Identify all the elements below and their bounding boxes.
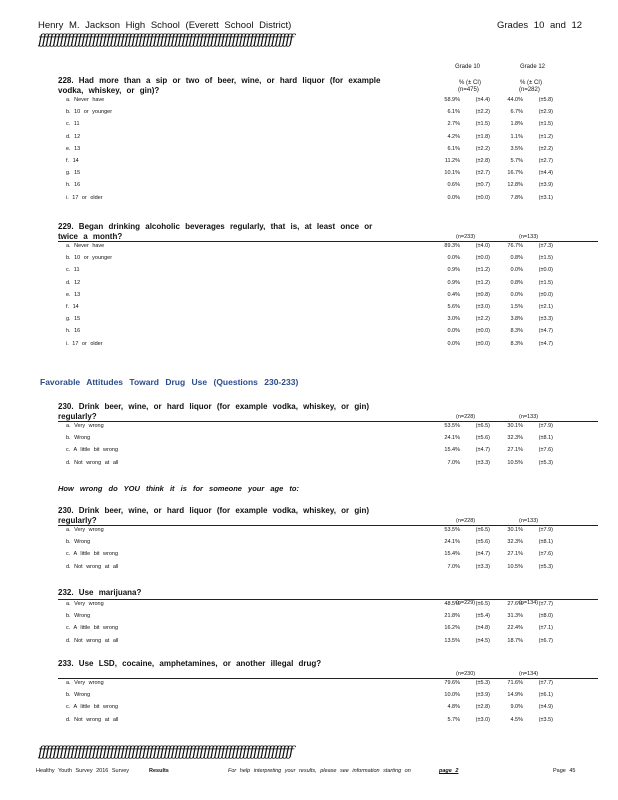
response-row [58,195,598,206]
grade-10-percent: 5.7% [447,716,460,723]
response-row [58,692,598,703]
grade-12-percent: 1.5% [510,304,523,310]
footer-help-text: For help interpreting your results, please see information starting on [228,768,411,774]
grade-12-n: (n=133) [519,518,539,524]
grade-12-ci: (±2.7) [538,158,553,164]
response-row [58,328,598,339]
grade-10-n: (n=475) [458,87,479,93]
grade-12-ci: (±0.0) [538,291,553,298]
response-row [58,243,598,254]
grade-10-ci: (±2.7) [475,170,490,177]
grade-10-percent: 2.7% [447,121,460,128]
response-label: d. Not wrong at all [66,459,119,466]
grade-10-percent: 6.1% [447,109,460,116]
grade-10-percent: 10.1% [444,170,460,177]
grade-12-percent: 8.3% [510,340,523,347]
response-row [58,460,598,471]
grade-12-percent: 0.0% [510,291,523,298]
response-row [58,680,598,691]
grade-12-percent: 30.1% [507,423,523,429]
response-label: c. A little bit wrong [66,625,119,632]
footer-results: Results [149,768,169,774]
grade-10-ci: (±1.2) [475,279,490,286]
grade-12-stat-label: % (± CI) [520,80,542,86]
response-row [58,423,598,434]
grade-10-ci: (±2.2) [475,109,490,116]
response-label: b. Wrong [66,435,91,442]
grade-10-percent: 3.0% [447,316,460,323]
grade-10-ci: (±6.5) [475,423,490,429]
grade-10-percent: 0.0% [447,340,460,347]
question-title: 232. Use marijuana? [58,588,142,597]
grade-10-ci: (±2.8) [475,158,490,164]
grade-12-n: (n=282) [519,87,540,93]
grade-12-ci: (±5.3) [538,459,553,466]
grade-10-ci: (±0.0) [475,255,490,262]
grade-10-ci: (±0.0) [475,340,490,347]
response-label: b. 10 or younger [66,255,113,262]
grade-10-percent: 24.1% [444,539,460,546]
response-label: d. Not wrong at all [66,637,119,644]
grade-12-percent: 14.9% [507,692,523,699]
response-label: g. 15 [66,170,81,177]
grade-10-ci: (±3.3) [475,563,490,570]
grade-10-n: (n=229) [456,600,476,606]
response-label: b. Wrong [66,692,91,699]
grade-12-ci: (±4.7) [538,328,553,335]
grade-10-percent: 21.8% [444,613,460,620]
response-row [58,255,598,266]
school-header: Henry M. Jackson High School (Everett School District) [38,20,292,31]
grade-12-ci: (±1.5) [538,255,553,262]
grade-10-percent: 15.4% [444,551,460,558]
grade-12-percent: 1.8% [510,121,523,128]
grade-12-percent: 18.7% [507,637,523,644]
grade-10-percent: 5.6% [447,304,460,310]
grade-10-ci: (±0.0) [475,194,490,201]
response-label: i. 17 or older [66,194,103,201]
grade-12-ci: (±3.5) [538,716,553,723]
grade-10-percent: 7.0% [447,563,460,570]
grade-12-ci: (±7.9) [538,423,553,429]
response-label: d. Not wrong at all [66,563,119,570]
grade-10-ci: (±5.6) [475,435,490,442]
grade-12-n: (n=134) [519,600,539,606]
response-row [58,551,598,562]
grade-12-percent: 27.1% [507,447,523,454]
grade-12-percent: 76.7% [507,243,523,249]
response-row [58,527,598,538]
response-label: a. Never have [66,243,105,249]
grade-12-ci: (±1.5) [538,121,553,128]
grade-10-ci: (±2.2) [475,316,490,323]
response-label: a. Very wrong [66,601,104,607]
grade-10-percent: 0.0% [447,328,460,335]
grade-12-percent: 27.1% [507,551,523,558]
response-row [58,316,598,327]
grade-12-ci: (±8.0) [538,613,553,620]
grade-10-stat-label: % (± CI) [459,80,481,86]
grade-10-ci: (±3.9) [475,692,490,699]
grade-12-percent: 3.8% [510,316,523,323]
grade-10-percent: 0.0% [447,255,460,262]
response-label: c. 11 [66,267,80,274]
grade-10-ci: (±1.2) [475,267,490,274]
question-rule [58,241,598,242]
grade-12-ci: (±1.5) [538,279,553,286]
question-rule [58,599,598,600]
grade-12-ci: (±7.6) [538,551,553,558]
grade-10-ci: (±5.4) [475,613,490,620]
grade-10-percent: 13.5% [444,637,460,644]
grade-10-percent: 53.5% [444,527,460,533]
response-label: a. Very wrong [66,680,104,686]
grade-12-ci: (±3.9) [538,182,553,189]
grade-12-ci: (±2.2) [538,145,553,152]
grade-12-percent: 12.8% [507,182,523,189]
grade-10-percent: 0.6% [447,182,460,189]
response-row [58,704,598,715]
response-row [58,170,598,181]
question-title: 228. Had more than a sip or two of beer, wine, or hard liquor (for example vodka, whiskey, or gin)? [58,76,381,95]
response-label: h. 16 [66,328,81,335]
grade-10-percent: 7.0% [447,459,460,466]
decorative-divider-bottom: ƒƒƒƒƒƒƒƒƒƒƒƒƒƒƒƒƒƒƒƒƒƒƒƒƒƒƒƒƒƒƒƒƒƒƒƒƒƒƒƒƒƒƒƒƒƒƒƒƒƒƒƒƒƒƒƒƒƒƒƒƒƒƒƒƒƒƒƒƒƒƒ [38,744,293,760]
section-title: Favorable Attitudes Toward Drug Use (Questions 230-233) [40,377,299,387]
grade-12-percent: 44.0% [507,97,523,103]
response-row [58,625,598,636]
grade-12-ci: (±7.7) [538,601,553,607]
response-row [58,109,598,120]
grade-10-percent: 58.9% [444,97,460,103]
response-row [58,341,598,352]
grade-12-percent: 16.7% [507,170,523,177]
grade-12-percent: 8.3% [510,328,523,335]
response-row [58,121,598,132]
grade-10-ci: (±5.3) [475,680,490,686]
response-row [58,435,598,446]
grade-12-percent: 3.5% [510,145,523,152]
response-label: e. 13 [66,145,81,152]
response-row [58,97,598,108]
grade-10-ci: (±4.7) [475,551,490,558]
response-row [58,292,598,303]
grade-12-percent: 0.8% [510,255,523,262]
grade-12-percent: 32.3% [507,539,523,546]
question-title: 233. Use LSD, cocaine, amphetamines, or another illegal drug? [58,659,322,668]
response-label: c. A little bit wrong [66,551,119,558]
grade-10-percent: 89.3% [444,243,460,249]
response-row [58,539,598,550]
grade-12-percent: 7.8% [510,194,523,201]
response-row [58,613,598,624]
grade-10-percent: 6.1% [447,145,460,152]
grades-header: Grades 10 and 12 [497,20,583,31]
grade-12-ci: (±4.7) [538,340,553,347]
response-label: c. A little bit wrong [66,447,119,454]
grade-12-ci: (±5.8) [538,97,553,103]
grade-10-ci: (±3.0) [475,716,490,723]
response-label: i. 17 or older [66,340,103,347]
grade-12-ci: (±1.2) [538,133,553,140]
grade-10-ci: (±6.5) [475,527,490,533]
grade-12-percent: 32.3% [507,435,523,442]
grade-10-percent: 0.9% [447,267,460,274]
grade-10-n: (n=233) [456,234,476,240]
grade-10-percent: 15.4% [444,447,460,454]
grade-12-ci: (±7.9) [538,527,553,533]
grade-10-n: (n=228) [456,518,476,524]
grade-12-n: (n=133) [519,234,539,240]
grade-10-ci: (±5.6) [475,539,490,546]
grade-12-ci: (±2.9) [538,109,553,116]
question-title: 230. Drink beer, wine, or hard liquor (for example vodka, whiskey, or gin) regularly? [58,506,370,525]
grade-12-ci: (±5.3) [538,563,553,570]
grade-10-ci: (±4.7) [475,447,490,454]
grade-12-n: (n=134) [519,671,539,677]
response-row [58,280,598,291]
grade-10-ci: (±4.4) [475,97,490,103]
grade-10-percent: 0.4% [447,291,460,298]
grade-10-percent: 4.2% [447,133,460,140]
grade-12-percent: 9.0% [510,704,523,711]
response-row [58,601,598,612]
grade-12-percent: 5.7% [510,158,523,164]
response-label: c. A little bit wrong [66,704,119,711]
grade-10-ci: (±3.0) [475,304,490,310]
grade-12-ci: (±7.6) [538,447,553,454]
grade-12-ci: (±7.3) [538,243,553,249]
grade-12-percent: 1.1% [510,133,523,140]
grade-10-percent: 16.2% [444,625,460,632]
grade-12-percent: 31.3% [507,613,523,620]
response-row [58,447,598,458]
grade-10-ci: (±6.5) [475,601,490,607]
grade-10-percent: 4.8% [447,704,460,711]
response-label: h. 16 [66,182,81,189]
grade-12-ci: (±8.1) [538,539,553,546]
grade-12-ci: (±7.7) [538,680,553,686]
response-label: a. Very wrong [66,527,104,533]
grade-10-percent: 79.6% [444,680,460,686]
grade-12-percent: 71.6% [507,680,523,686]
grade-12-ci: (±7.1) [538,625,553,632]
grade-12-ci: (±2.1) [538,304,553,310]
grade-10-percent: 24.1% [444,435,460,442]
grade-10-ci: (±2.8) [475,704,490,711]
response-label: c. 11 [66,121,80,128]
grade-12-percent: 0.0% [510,267,523,274]
response-row [58,134,598,145]
how-wrong-prompt: How wrong do YOU think it is for someone your age to: [58,484,299,493]
grade-10-n: (n=230) [456,671,476,677]
grade-12-percent: 10.5% [507,459,523,466]
grade-10-percent: 0.9% [447,279,460,286]
response-label: e. 13 [66,291,81,298]
response-row [58,638,598,649]
grade-10-heading: Grade 10 [455,64,481,70]
grade-12-ci: (±6.7) [538,637,553,644]
response-label: a. Never have [66,97,105,103]
footer-page-link[interactable]: page 2 [439,768,459,774]
grade-12-percent: 0.8% [510,279,523,286]
response-row [58,564,598,575]
footer-page-number: Page 45 [553,768,576,774]
grade-12-ci: (±4.4) [538,170,553,177]
grade-10-ci: (±0.7) [475,182,490,189]
grade-12-percent: 30.1% [507,527,523,533]
response-row [58,146,598,157]
grade-12-ci: (±3.1) [538,194,553,201]
response-label: f. 14 [66,158,79,164]
response-label: d. 12 [66,133,81,140]
grade-10-percent: 48.5% [444,601,460,607]
question-title: 230. Drink beer, wine, or hard liquor (for example vodka, whiskey, or gin) regularly? [58,402,370,421]
footer-survey-name: Healthy Youth Survey 2016 Survey [36,768,130,774]
question-title: 229. Began drinking alcoholic beverages regularly, that is, at least once or twice a month? [58,222,373,241]
response-row [58,182,598,193]
response-row [58,267,598,278]
response-label: f. 14 [66,304,79,310]
grade-12-ci: (±3.3) [538,316,553,323]
grade-12-percent: 4.5% [510,716,523,723]
response-row [58,304,598,315]
grade-10-ci: (±1.8) [475,133,490,140]
response-label: a. Very wrong [66,423,104,429]
question-rule [58,525,598,526]
grade-10-ci: (±0.8) [475,291,490,298]
grade-12-percent: 27.6% [507,601,523,607]
grade-12-percent: 22.4% [507,625,523,632]
grade-12-ci: (±4.9) [538,704,553,711]
grade-10-ci: (±3.3) [475,459,490,466]
grade-12-heading: Grade 12 [520,64,546,70]
question-rule [58,421,598,422]
response-label: b. Wrong [66,539,91,546]
response-label: d. 12 [66,279,81,286]
grade-10-percent: 53.5% [444,423,460,429]
question-rule [58,678,598,679]
grade-10-ci: (±4.8) [475,625,490,632]
response-row [58,717,598,728]
grade-10-percent: 10.0% [444,692,460,699]
response-label: g. 15 [66,316,81,323]
grade-10-ci: (±0.0) [475,328,490,335]
grade-10-ci: (±4.5) [475,637,490,644]
grade-12-ci: (±0.0) [538,267,553,274]
grade-12-ci: (±6.1) [538,692,553,699]
grade-10-n: (n=228) [456,414,476,420]
grade-10-percent: 0.0% [447,194,460,201]
response-label: b. 10 or younger [66,109,113,116]
grade-10-percent: 11.2% [444,158,460,164]
decorative-divider-top: ƒƒƒƒƒƒƒƒƒƒƒƒƒƒƒƒƒƒƒƒƒƒƒƒƒƒƒƒƒƒƒƒƒƒƒƒƒƒƒƒƒƒƒƒƒƒƒƒƒƒƒƒƒƒƒƒƒƒƒƒƒƒƒƒƒƒƒƒƒƒƒ [38,32,293,48]
response-row [58,158,598,169]
grade-10-ci: (±1.5) [475,121,490,128]
grade-12-percent: 6.7% [510,109,523,116]
grade-12-ci: (±8.1) [538,435,553,442]
grade-12-n: (n=133) [519,414,539,420]
grade-12-percent: 10.5% [507,563,523,570]
grade-10-ci: (±2.2) [475,145,490,152]
grade-10-ci: (±4.0) [475,243,490,249]
response-label: b. Wrong [66,613,91,620]
response-label: d. Not wrong at all [66,716,119,723]
